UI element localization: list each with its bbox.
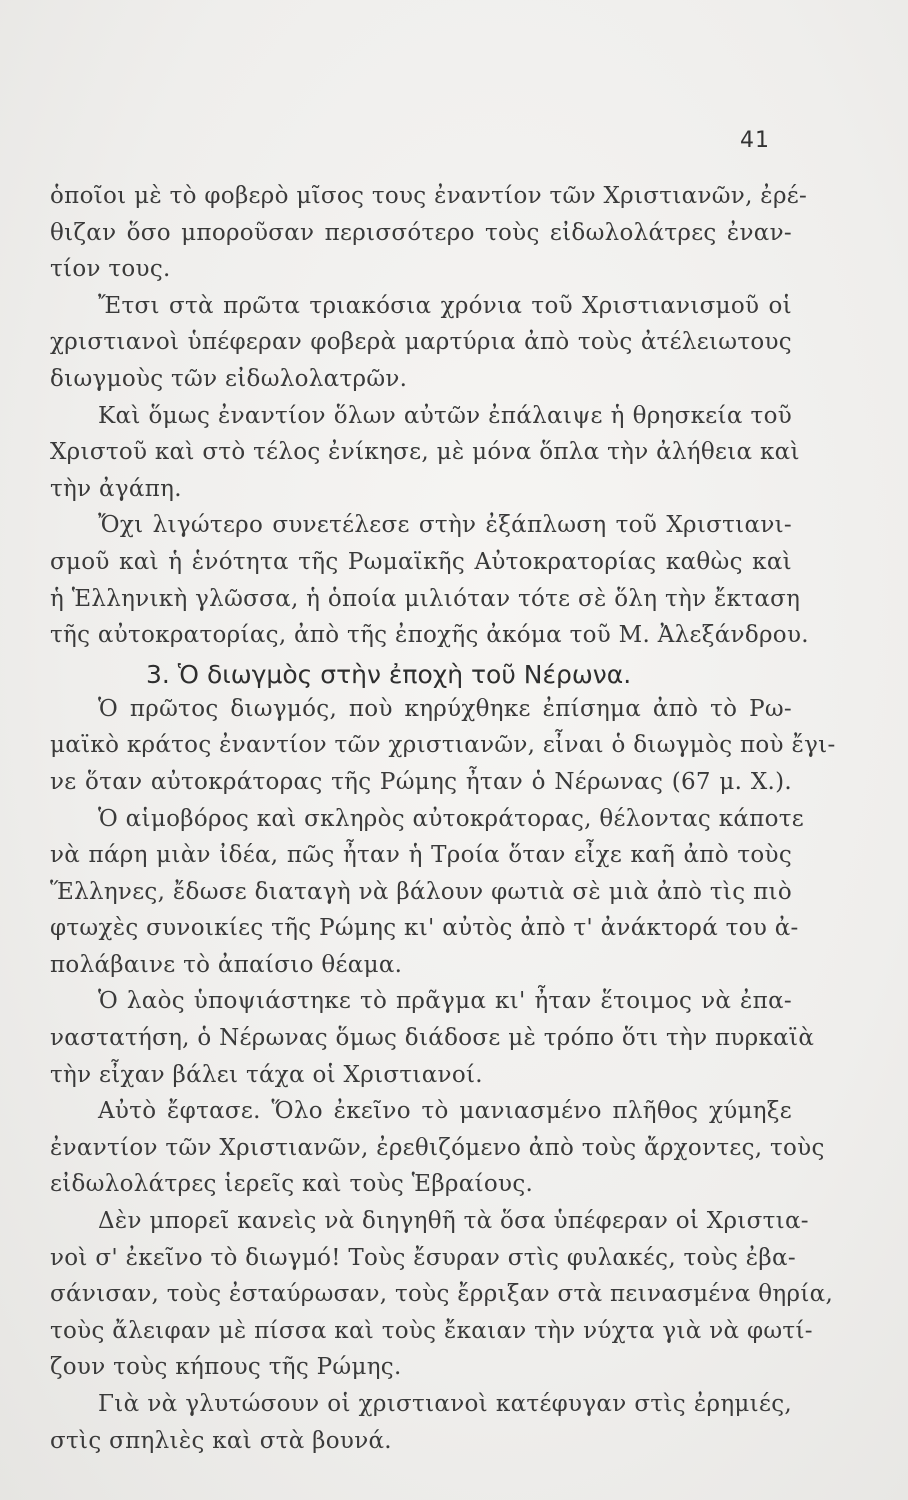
text-line: τῆς αὐτοκρατορίας, ἀπὸ τῆς ἐποχῆς ἀκόμα τοῦ Μ. Ἀλεξάνδρου. (50, 622, 809, 649)
text-line: Ὁ αἱμοβόρος καὶ σκληρὸς αὐτοκράτορας, θέλοντας κάποτε (98, 805, 805, 832)
text-line: ἐναντίον τῶν Χριστιανῶν, ἐρεθιζόμενο ἀπὸ τοὺς ἄρχοντες, τοὺς (50, 1134, 825, 1161)
text-line: σμοῦ καὶ ἡ ἑνότητα τῆς Ρωμαϊκῆς Αὐτοκρατορίας καθὼς καὶ (50, 548, 792, 575)
text-line: τὴν εἶχαν βάλει τάχα οἱ Χριστιανοί. (50, 1061, 483, 1088)
text-line: διωγμοὺς τῶν εἰδωλολατρῶν. (50, 365, 408, 392)
text-line: ζουν τοὺς κήπους τῆς Ρώμης. (50, 1354, 402, 1381)
text-line: μαϊκὸ κράτος ἐναντίον τῶν χριστιανῶν, εἶναι ὁ διωγμὸς ποὺ ἔγι- (50, 732, 836, 759)
text-line: Γιὰ νὰ γλυτώσουν οἱ χριστιανοὶ κατέφυγαν στὶς ἐρημιές, (98, 1391, 792, 1417)
text-line: Δὲν μπορεῖ κανεὶς νὰ διηγηθῆ τὰ ὅσα ὑπέφεραν οἱ Χριστια- (98, 1208, 809, 1235)
text-line: φτωχὲς συνοικίες τῆς Ρώμης κι' αὐτὸς ἀπὸ τ' ἀνάκτορά του ἀ- (50, 915, 799, 942)
text-line: τίον τους. (50, 256, 171, 283)
text-after-heading (50, 691, 836, 1459)
text-line: Καὶ ὅμως ἐναντίον ὅλων αὐτῶν ἐπάλαιψε ἡ θρησκεία τοῦ (98, 402, 792, 429)
text-line: Χριστοῦ καὶ στὸ τέλος ἐνίκησε, μὲ μόνα ὅπλα τὴν ἀλήθεια καὶ (50, 439, 800, 466)
text-line: πολάβαινε τὸ ἀπαίσιο θέαμα. (50, 951, 403, 978)
text-line: χριστιανοὶ ὑπέφεραν φοβερὰ μαρτύρια ἀπὸ τοὺς ἀτέλειωτους (50, 329, 792, 356)
text-line: Ἕλληνες, ἔδωσε διαταγὴ νὰ βάλουν φωτιὰ σὲ μιὰ ἀπὸ τὶς πιὸ (50, 878, 792, 905)
text-line: Ὁ πρῶτος διωγμός, ποὺ κηρύχθηκε ἐπίσημα ἀπὸ τὸ Ρω- (98, 695, 792, 722)
text-line: νε ὅταν αὐτοκράτορας τῆς Ρώμης ἦταν ὁ Νέρωνας (67 μ. Χ.). (50, 768, 792, 795)
text-line: στὶς σπηλιὲς καὶ στὰ βουνά. (50, 1427, 392, 1454)
text-line: Ὁ λαὸς ὑποψιάστηκε τὸ πρᾶγμα κι' ἦταν ἕτοιμος νὰ ἐπα- (98, 988, 792, 1015)
text-line: ναστατήση, ὁ Νέρωνας ὅμως διάδοσε μὲ τρόπο ὅτι τὴν πυρκαϊὰ (50, 1025, 815, 1052)
text-line: νοὶ σ' ἐκεῖνο τὸ διωγμό! Τοὺς ἔσυραν στὶς φυλακές, τοὺς ἐβα- (50, 1244, 796, 1271)
text-line: ὁποῖοι μὲ τὸ φοβερὸ μῖσος τους ἐναντίον τῶν Χριστιανῶν, ἐρέ- (50, 183, 808, 209)
text-line: τὴν ἀγάπη. (50, 475, 182, 502)
text-line: σάνισαν, τοὺς ἐσταύρωσαν, τοὺς ἔρριξαν στὰ πεινασμένα θηρία, (50, 1281, 834, 1308)
text-line: θιζαν ὅσο μποροῦσαν περισσότερο τοὺς εἰδωλολάτρες ἐναν- (50, 219, 792, 246)
text-line: Αὐτὸ ἔφτασε. Ὅλο ἐκεῖνο τὸ μανιασμένο πλῆθος χύμηξε (98, 1098, 792, 1125)
text-line: νὰ πάρη μιὰν ἰδέα, πῶς ἦταν ἡ Τροία ὅταν εἶχε καῆ ἀπὸ τοὺς (50, 842, 792, 869)
body-text (50, 178, 836, 1459)
text-line: τοὺς ἄλειφαν μὲ πίσσα καὶ τοὺς ἔκαιαν τὴν νύχτα γιὰ νὰ φωτί- (50, 1317, 813, 1344)
text-before-heading (50, 178, 809, 654)
text-line: Ἔτσι στὰ πρῶτα τριακόσια χρόνια τοῦ Χριστιανισμοῦ οἱ (98, 292, 792, 319)
text-line: ἡ Ἑλληνικὴ γλῶσσα, ἡ ὁποία μιλιόταν τότε σὲ ὅλη τὴν ἔκταση (50, 585, 801, 612)
page-number: 41 (740, 128, 770, 153)
text-line: Ὄχι λιγώτερο συνετέλεσε στὴν ἐξάπλωση τοῦ Χριστιανι- (98, 512, 792, 539)
section-heading: 3. Ὁ διωγμὸς στὴν ἐποχὴ τοῦ Νέρωνα. (146, 659, 632, 689)
text-line: εἰδωλολάτρες ἱερεῖς καὶ τοὺς Ἑβραίους. (50, 1171, 534, 1198)
